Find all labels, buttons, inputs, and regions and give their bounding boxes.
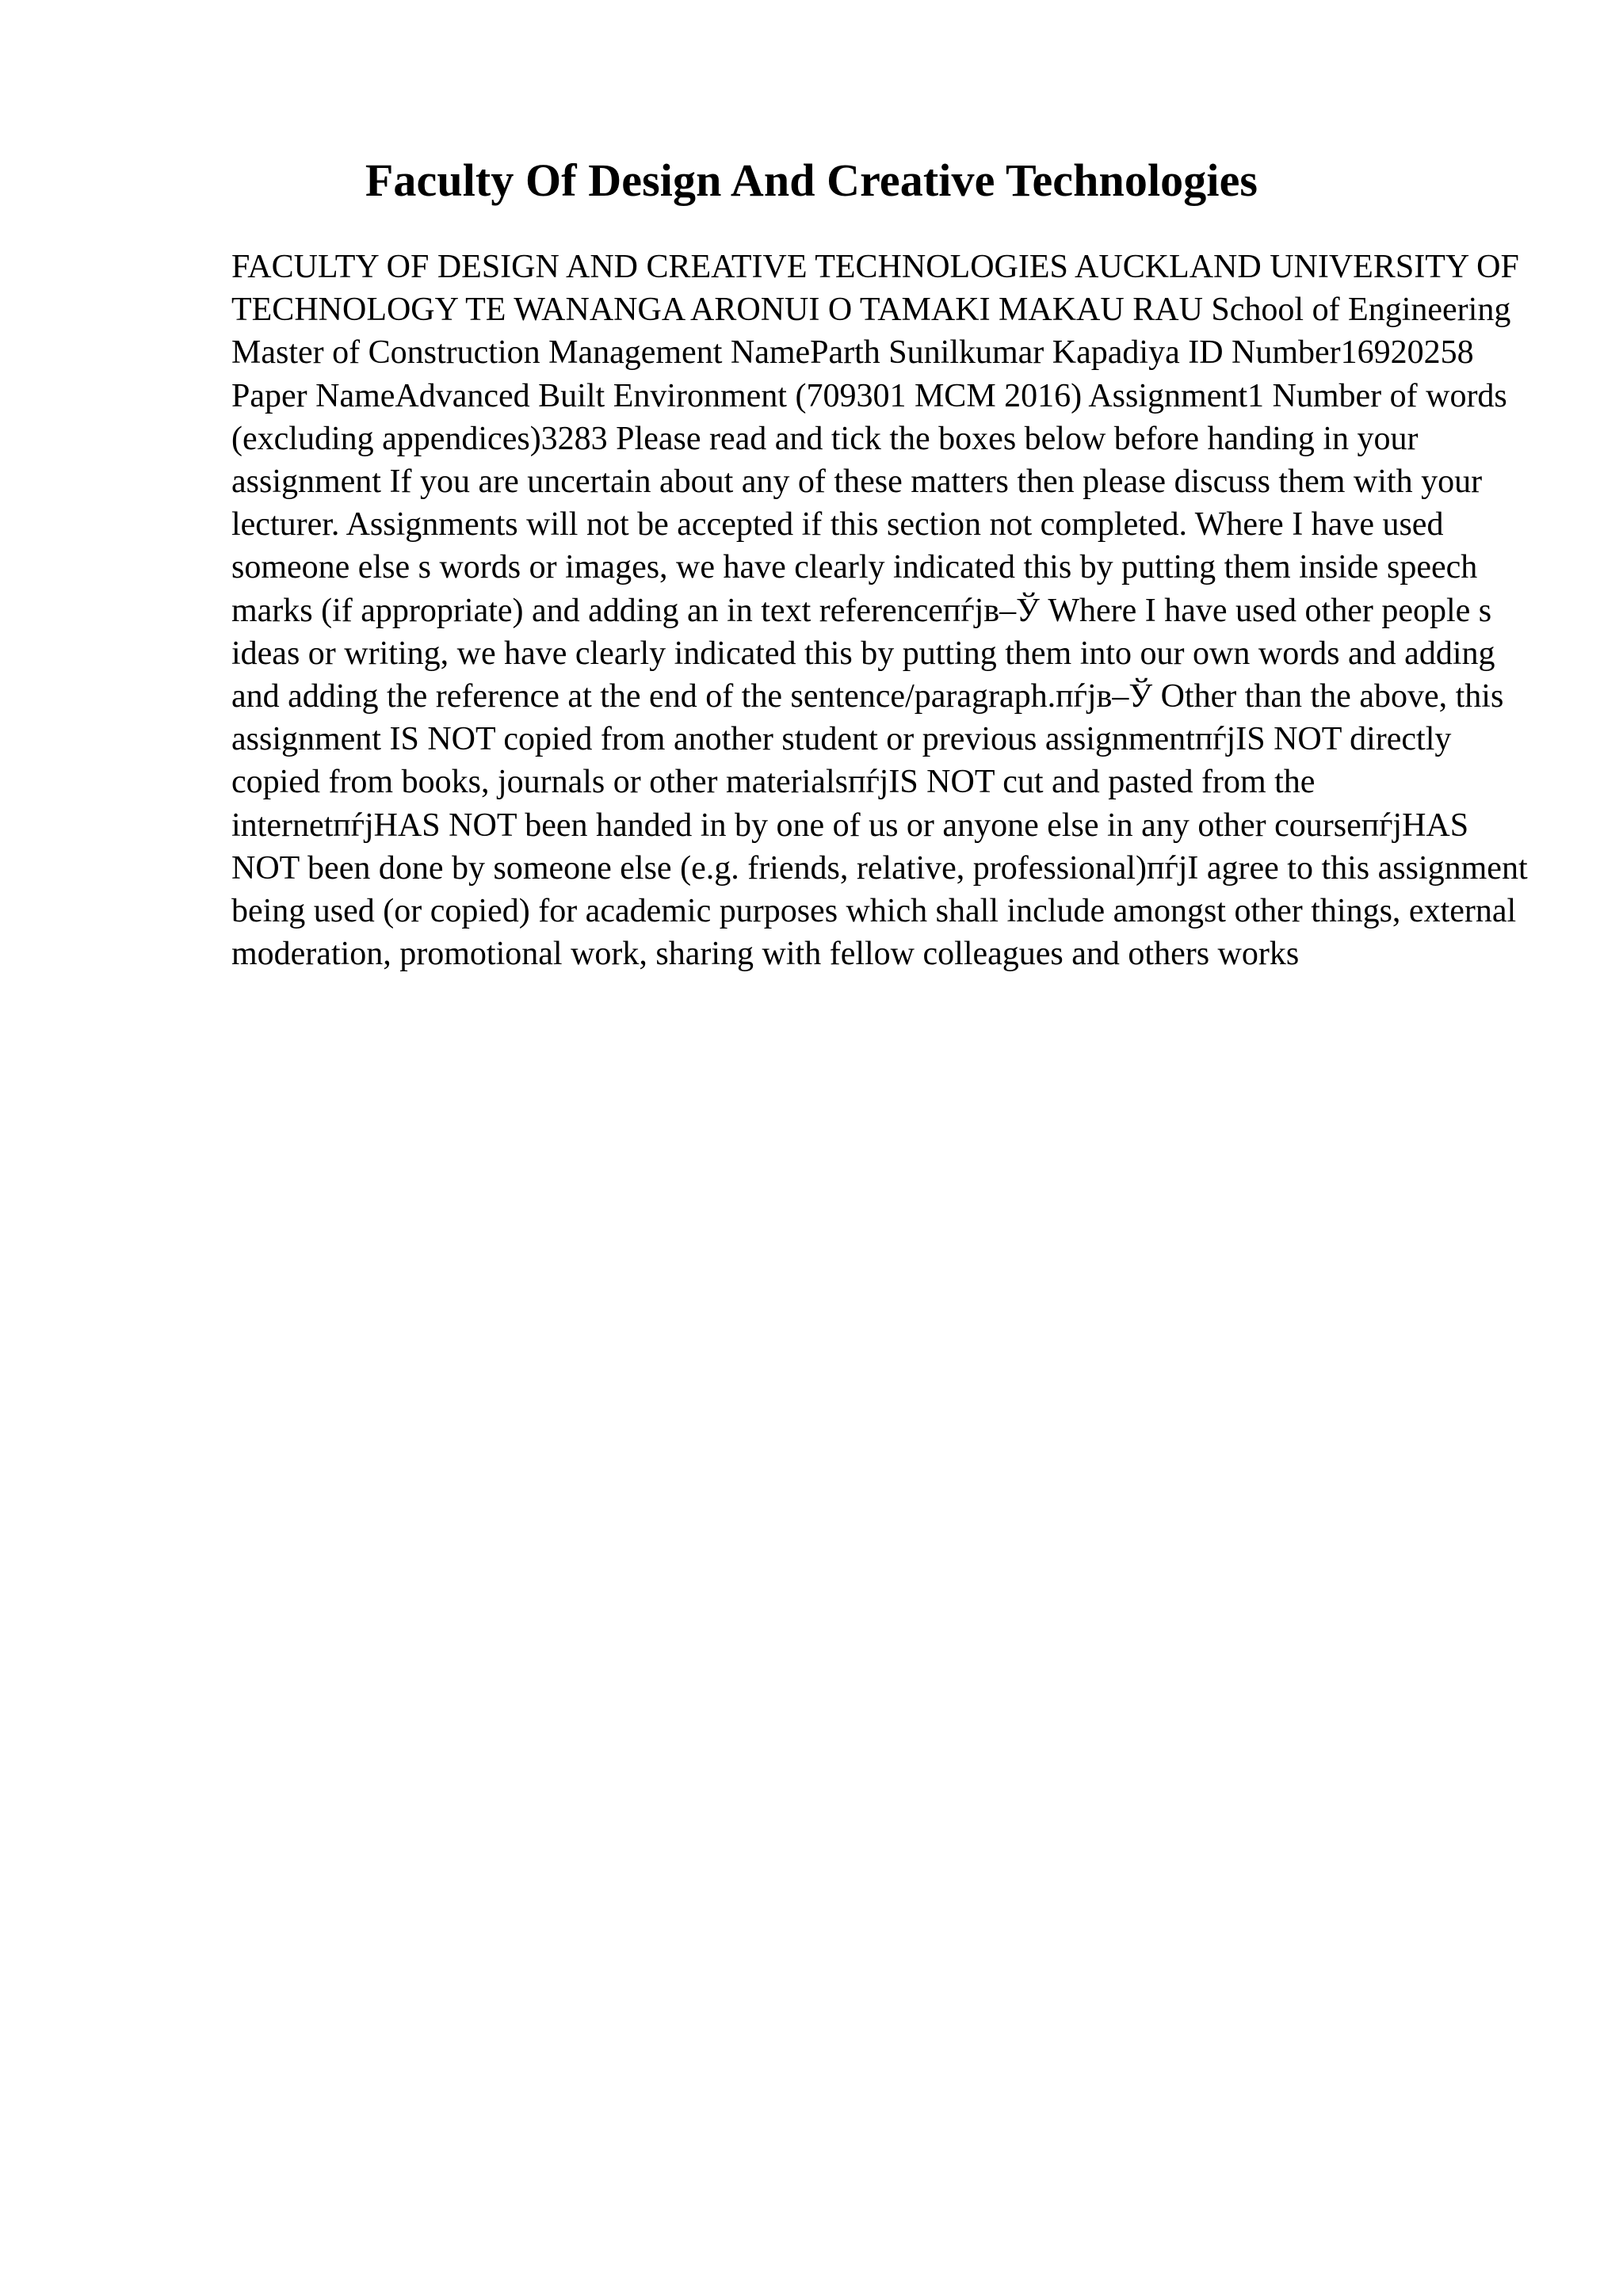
document-body-text: FACULTY OF DESIGN AND CREATIVE TECHNOLOGIES AUCKLAND UNIVERSITY OF TECHNOLOGY TE WANANGA ARONUI O TAMAKI MAKAU RAU School of Engineering Master of Construction Management NameParth Sunilkumar Kapadiya ID Number16920258 Paper NameAdvanced Built Environment (709301 MCM 2016) Assignment1 Number of words (excluding appendices)3283 Please read and tick the boxes below before handing in your assignment If you are uncertain about any of these matters then please discuss them with your lecturer. Assignments will not be accepted if this section not completed. Where I have used someone else s words or images, we have clearly indicated this by putting them inside speech marks (if appropriate) and adding an in text referenceпѓјв–Ў Where I have used other people s ideas or writing, we have clearly indicated this by putting them into our own words and adding and adding the reference at the end of the sentence/paragraph.пѓјв–Ў Other than the above, this assignment IS NOT copied from another student or previous assignmentпѓјIS NOT directly copied from books, journals or other materialsпѓјIS NOT cut and pasted from the internetпѓјHAS NOT been handed in by one of us or anyone else in any other courseпѓјHAS NOT been done by someone else (e.g. friends, relative, professional)пѓјI agree to this assignment being used (or copied) for academic purposes which shall include amongst other things, external moderation, promotional work, sharing with fellow colleagues and others works xyxy=(231,249,1528,973)
document-title: Faculty Of Design And Creative Technologies xyxy=(365,154,1258,206)
